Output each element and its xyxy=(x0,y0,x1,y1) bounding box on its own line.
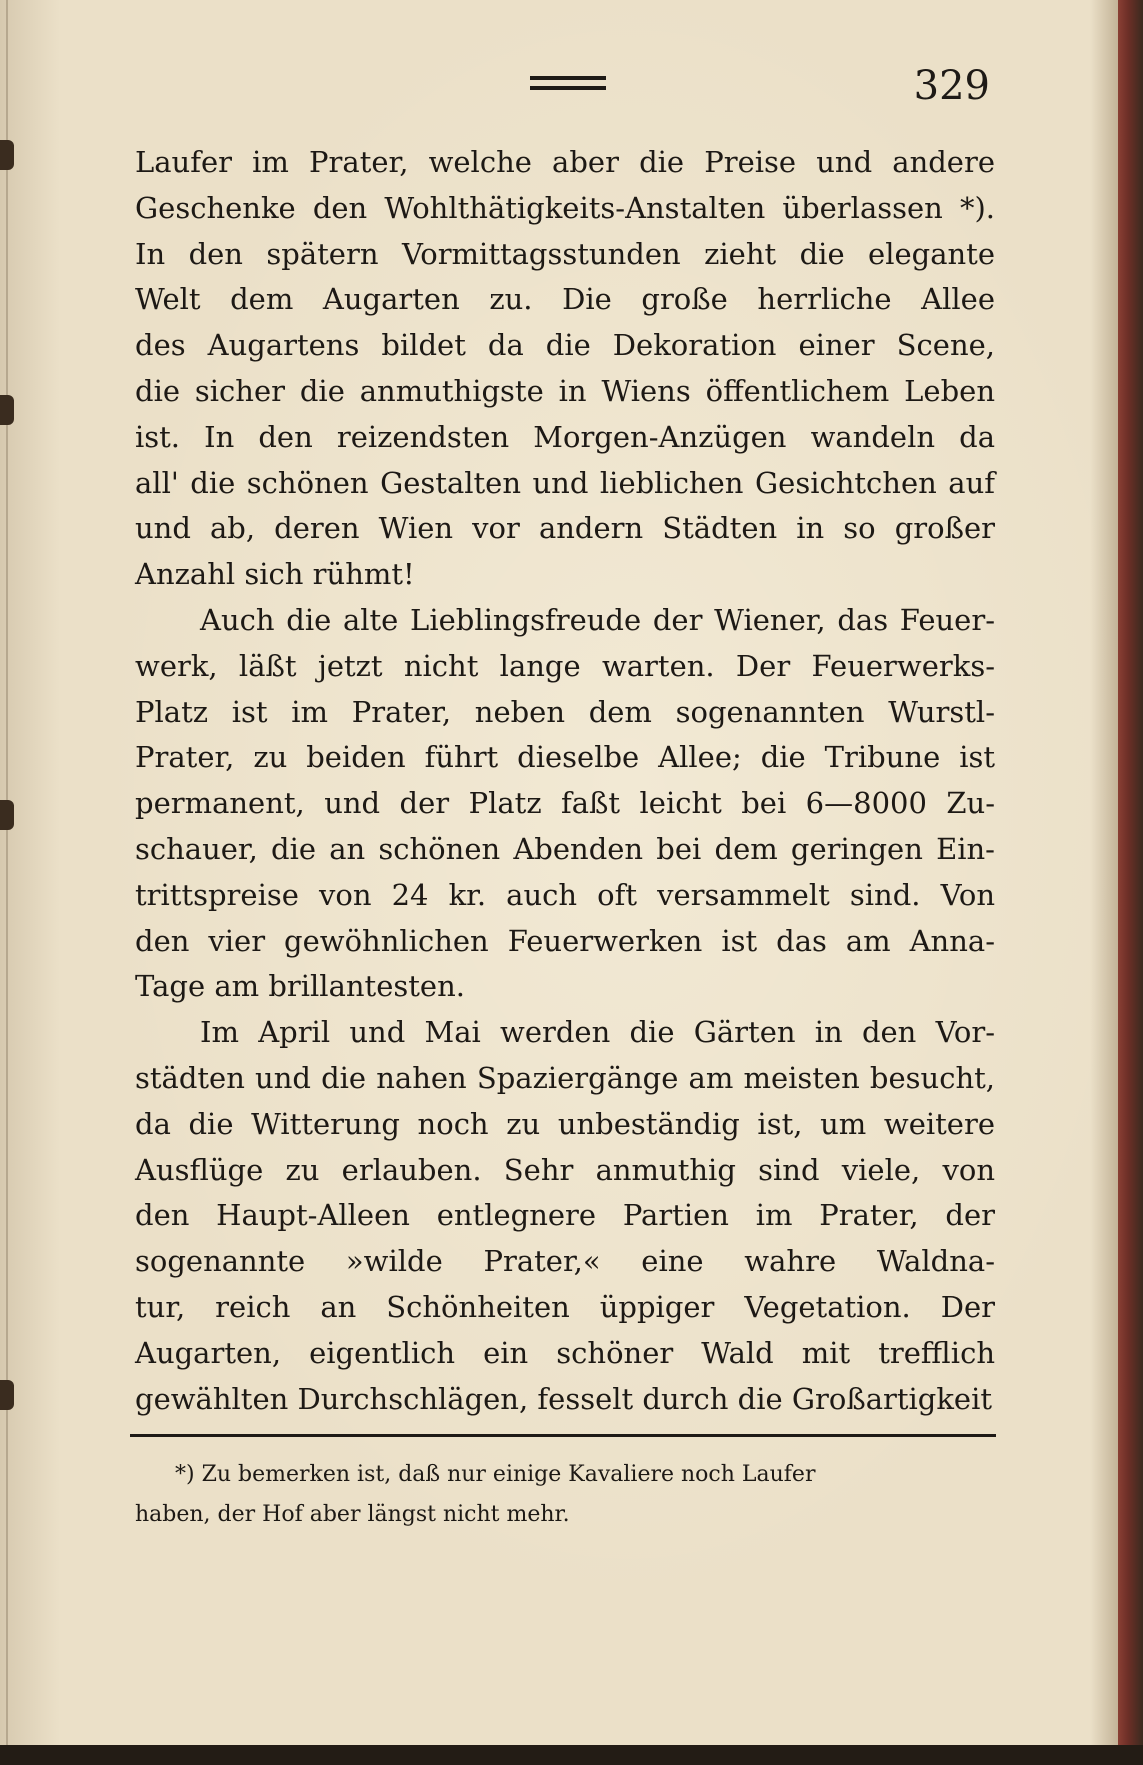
text-line: Augarten, eigentlich ein schöner Wald mit trefflich xyxy=(135,1335,995,1370)
footnotes xyxy=(135,1455,995,1535)
text-line: Prater, zu beiden führt dieselbe Allee; die Tribune ist xyxy=(135,740,995,775)
page-number: 329 xyxy=(913,63,990,109)
text-line: sogenannte »wilde Prater,« eine wahre Waldna- xyxy=(135,1244,995,1279)
text-line: Ausflüge zu erlauben. Sehr anmuthig sind viele, von xyxy=(135,1152,995,1187)
text-line: den Haupt-Alleen entlegnere Partien im Prater, der xyxy=(135,1198,995,1233)
text-line: Laufer im Prater, welche aber die Preise und andere xyxy=(135,145,995,179)
binding-stitch xyxy=(0,140,14,170)
text-line: tur, reich an Schönheiten üppiger Vegetation. Der xyxy=(135,1289,995,1324)
text-line: den vier gewöhnlichen Feuerwerken ist das am Anna- xyxy=(135,923,995,958)
text-line: Welt dem Augarten zu. Die große herrliche Allee xyxy=(135,282,995,317)
text-line: gewählten Durchschlägen, fesselt durch die Großartigkeit xyxy=(135,1381,993,1416)
body-text xyxy=(135,140,995,1422)
paragraph xyxy=(135,140,995,598)
text-line: die sicher die anmuthigste in Wiens öffentlichem Leben xyxy=(135,373,995,408)
footnote-line: haben, der Hof aber längst nicht mehr. xyxy=(135,1502,570,1527)
text-line: Im April und Mai werden die Gärten in den Vor- xyxy=(200,1015,995,1050)
text-line: Auch die alte Lieblingsfreude der Wiener, das Feuer- xyxy=(200,602,995,637)
footnote-line: *) Zu bemerken ist, daß nur einige Kavaliere noch Laufer xyxy=(175,1462,816,1487)
text-line: Tage am brillantesten. xyxy=(135,969,465,1004)
text-line: da die Witterung noch zu unbeständig ist, um weitere xyxy=(135,1106,995,1141)
text-line: trittspreise von 24 kr. auch oft versammelt sind. Von xyxy=(135,877,995,912)
book-edge xyxy=(1118,0,1143,1765)
binding-stitch xyxy=(0,395,14,425)
header-rule xyxy=(530,76,606,80)
text-line: schauer, die an schönen Abenden bei dem geringen Ein- xyxy=(135,831,995,866)
paragraph xyxy=(135,1010,995,1422)
binding-line xyxy=(6,0,8,1745)
text-line: und ab, deren Wien vor andern Städten in so großer xyxy=(135,511,995,546)
text-line: städten und die nahen Spaziergänge am meisten besucht, xyxy=(135,1060,995,1095)
text-line: Platz ist im Prater, neben dem sogenannten Wurstl- xyxy=(135,694,995,729)
text-line: In den spätern Vormittagsstunden zieht die elegante xyxy=(135,236,995,271)
paragraph xyxy=(135,598,995,1010)
binding-stitch xyxy=(0,800,14,830)
header-rule xyxy=(530,86,606,90)
page-shadow xyxy=(1090,0,1118,1745)
footnote-rule xyxy=(130,1434,996,1437)
text-line: permanent, und der Platz faßt leicht bei 6—8000 Zu- xyxy=(135,786,995,821)
text-line: ist. In den reizendsten Morgen-Anzügen wandeln da xyxy=(135,419,995,454)
binding-stitch xyxy=(0,1380,14,1410)
scan-background xyxy=(0,1745,1143,1765)
text-line: Geschenke den Wohlthätigkeits-Anstalten überlassen *). xyxy=(135,190,995,225)
text-line: des Augartens bildet da die Dekoration einer Scene, xyxy=(135,328,995,363)
text-line: werk, läßt jetzt nicht lange warten. Der Feuerwerks- xyxy=(135,648,995,683)
text-line: Anzahl sich rühmt! xyxy=(135,557,415,592)
text-line: all' die schönen Gestalten und lieblichen Gesichtchen auf xyxy=(135,465,995,500)
